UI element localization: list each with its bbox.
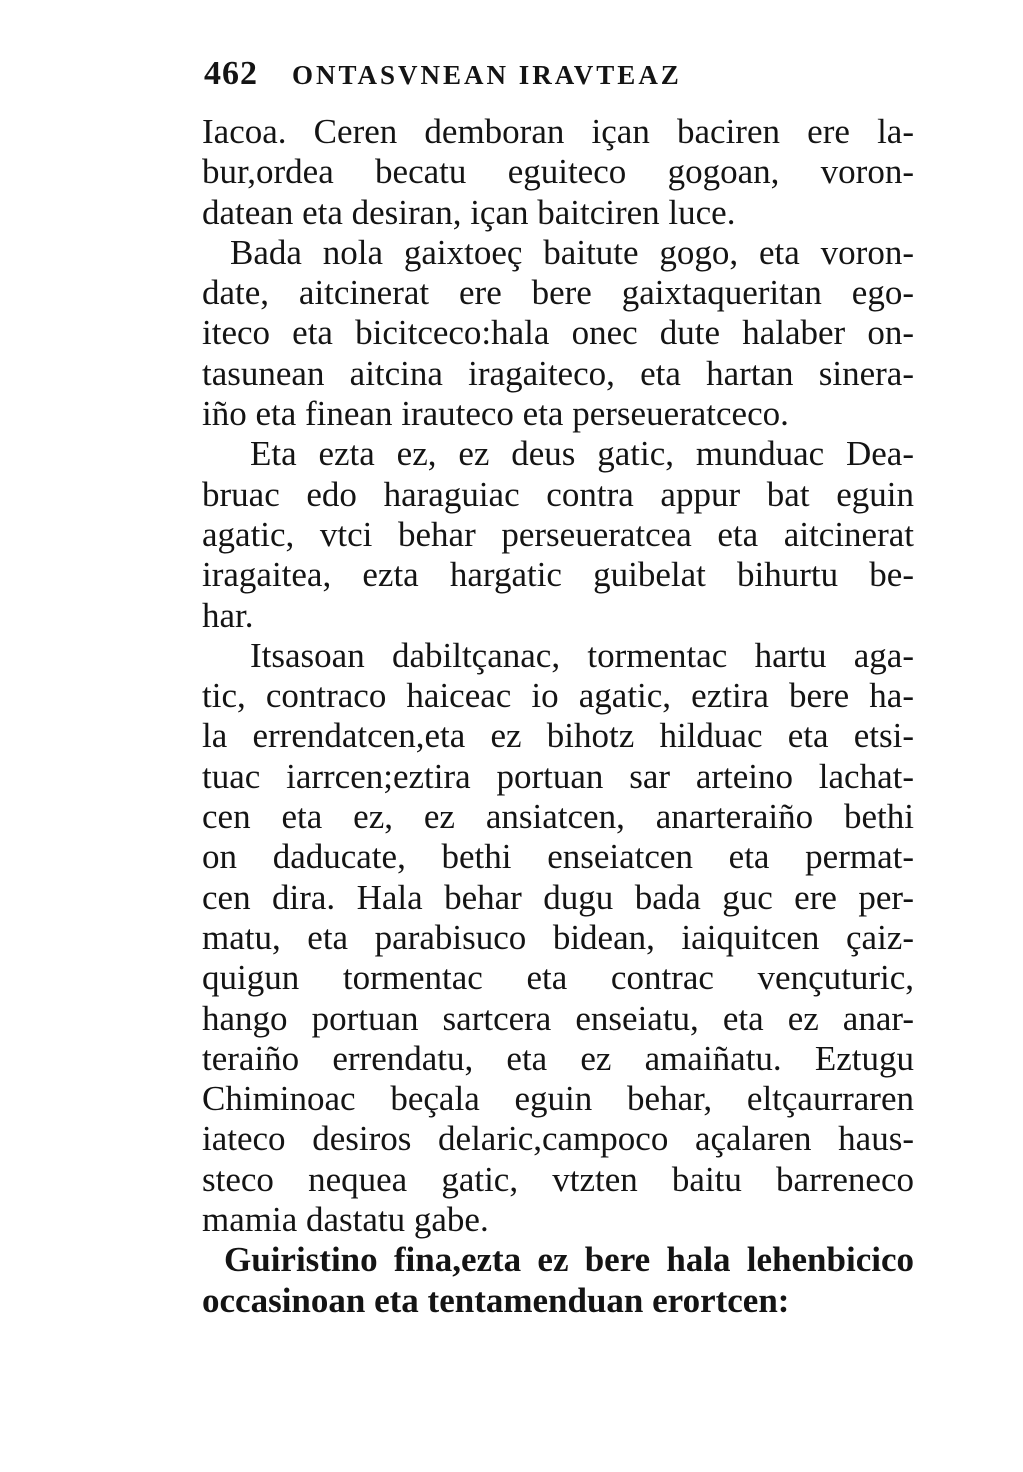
text-line: Itsasoan dabiltçanac, tormentac hartu aga-: [250, 635, 914, 675]
page-header: [204, 55, 804, 99]
text-line: datean eta desiran, içan baitciren luce.: [202, 192, 736, 232]
paragraph-4: [202, 636, 914, 1240]
text-line: tasunean aitcina iragaiteco, eta hartan sinera-: [202, 353, 914, 393]
text-line: cen dira. Hala behar dugu bada guc ere per-: [202, 877, 914, 917]
text-line: bruac edo haraguiac contra appur bat eguin: [202, 474, 914, 514]
paragraph-5: [202, 1240, 914, 1321]
text-line: teraiño errendatu, eta ez amaiñatu. Eztugu: [202, 1038, 914, 1078]
paragraph-1: [202, 112, 914, 233]
text-line: agatic, vtci behar perseueratcea eta aitcinerat: [202, 514, 914, 554]
text-line: date, aitcinerat ere bere gaixtaqueritan ego-: [202, 273, 914, 313]
paragraph-2: [202, 233, 914, 434]
text-line: quigun tormentac eta contrac vençuturic,: [202, 958, 914, 998]
text-line: iño eta finean irauteco eta perseueratceco.: [202, 394, 789, 434]
text-line: matu, eta parabisuco bidean, iaiquitcen çaiz-: [202, 917, 914, 957]
running-title: ONTASVNEAN IRAVTEAZ: [292, 60, 682, 90]
text-line: bur,ordea becatu eguiteco gogoan, voron-: [202, 152, 914, 192]
text-line: Guiristino fina,ezta ez bere hala lehenbicico: [224, 1240, 914, 1280]
text-line: on daducate, bethi enseiatcen eta permat-: [202, 837, 914, 877]
text-line: occasinoan eta tentamenduan erortcen:: [202, 1280, 790, 1320]
text-line: iateco desiros delaric,campoco açalaren haus-: [202, 1119, 914, 1159]
text-line: iteco eta bicitceco:hala onec dute halaber on-: [202, 313, 914, 353]
text-line: tic, contraco haiceac io agatic, eztira bere ha-: [202, 676, 914, 716]
text-line: steco nequea gatic, vtzten baitu barreneco: [202, 1159, 914, 1199]
text-line: cen eta ez, ez ansiatcen, anarteraiño bethi: [202, 797, 914, 837]
text-line: Bada nola gaixtoeç baitute gogo, eta voron-: [230, 232, 914, 272]
text-line: Iacoa. Ceren demboran içan baciren ere la-: [202, 112, 914, 151]
text-line: Chiminoac beçala eguin behar, eltçaurraren: [202, 1079, 914, 1119]
text-line: tuac iarrcen;eztira portuan sar arteino lachat-: [202, 756, 914, 796]
text-line: har.: [202, 595, 254, 635]
text-line: Eta ezta ez, ez deus gatic, munduac Dea-: [250, 434, 914, 474]
text-line: iragaitea, ezta hargatic guibelat bihurtu be-: [202, 555, 914, 595]
page-number: 462: [204, 55, 258, 92]
text-line: mamia dastatu gabe.: [202, 1200, 489, 1240]
text-line: la errendatcen,eta ez bihotz hilduac eta etsi-: [202, 716, 914, 756]
body-text: [202, 112, 914, 1321]
paragraph-3: [202, 434, 914, 635]
text-line: hango portuan sartcera enseiatu, eta ez anar-: [202, 998, 914, 1038]
